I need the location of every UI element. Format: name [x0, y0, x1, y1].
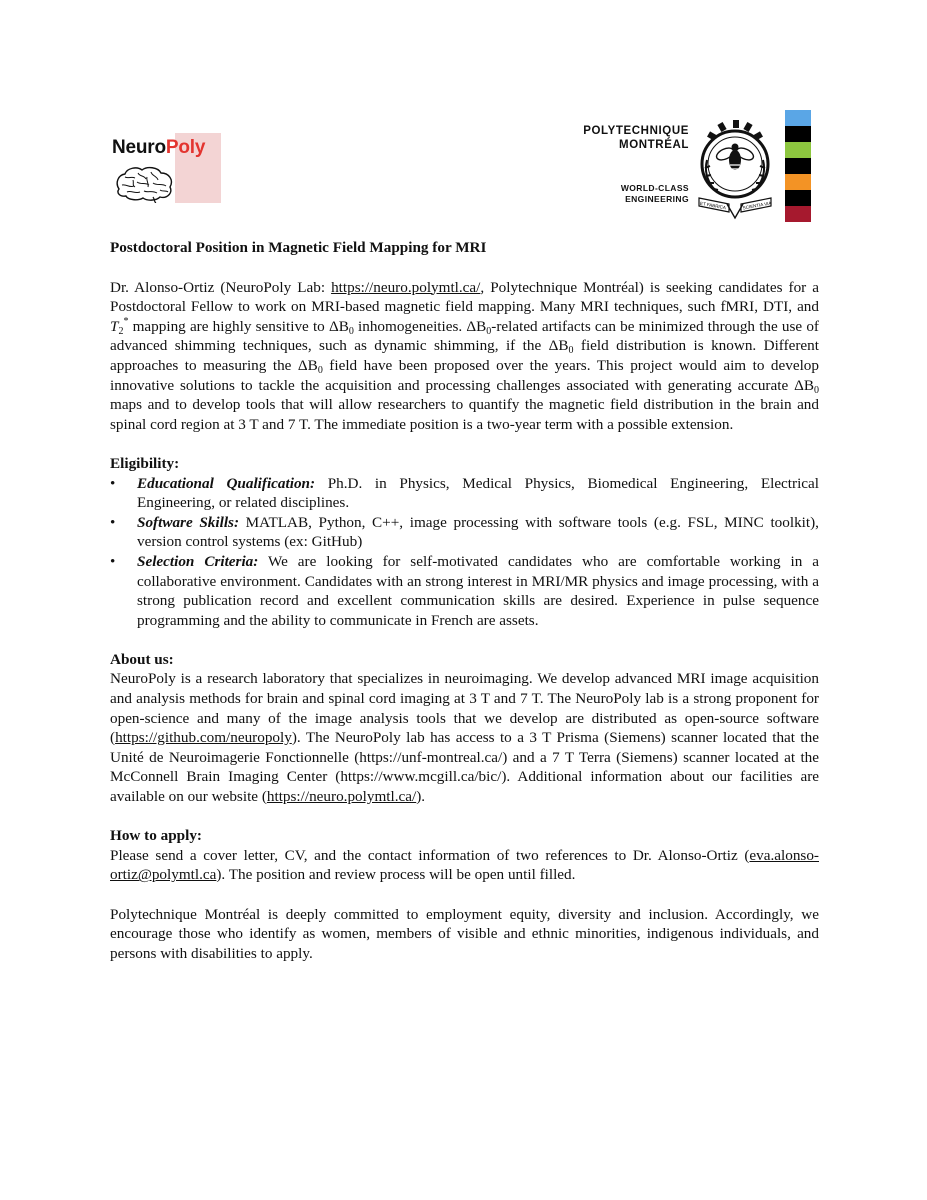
color-bar-segment: [785, 110, 811, 126]
intro-text-2: , Polytechnique Montréal) is seeking candidates for a Postdoctoral Fellow to work on MRI-based magnetic field mapping. Many MRI techniques, such fMRI, DTI, and: [110, 278, 820, 316]
t2-superscript: *: [123, 315, 129, 327]
list-item: [110, 552, 819, 630]
criterion-label: Educational Qualification:: [137, 474, 316, 492]
brain-icon: [113, 165, 175, 203]
seal-motto-left: ET FABRICA: [699, 200, 727, 211]
github-link[interactable]: https://github.com/neuropoly: [115, 729, 292, 747]
equity-paragraph: Polytechnique Montréal is deeply committed to employment equity, diversity and inclusion. Accordingly, we encourage those who identify as women, members of visible and ethnic minorities, indigenous individuals, and persons with disabilities to apply.: [110, 905, 819, 962]
neuropoly-wordmark: [112, 137, 205, 159]
polytechnique-tagline-line2: ENGINEERING: [625, 194, 689, 204]
criterion-label: Selection Criteria:: [137, 552, 259, 570]
b0-subscript: 0: [348, 325, 354, 337]
polytechnique-name-line2: MONTRÉAL: [619, 139, 689, 151]
t2-symbol: T: [110, 317, 119, 335]
polytechnique-logo: [575, 110, 815, 222]
intro-text-4: inhomogeneities. ΔB: [353, 317, 487, 335]
polytechnique-tagline-line1: WORLD-CLASS: [620, 183, 689, 193]
about-paragraph: [110, 669, 819, 806]
list-item: [110, 474, 819, 513]
neuropoly-wordmark-poly: Poly: [165, 137, 206, 158]
list-item: [110, 513, 819, 552]
b0-subscript: 0: [317, 364, 323, 376]
b0-subscript: 0: [568, 345, 574, 357]
intro-paragraph: [110, 278, 819, 435]
eligibility-heading: Eligibility:: [110, 454, 180, 472]
intro-text-8: maps and to develop tools that will allow researchers to quantify the magnetic field distribution in the brain and spinal cord region at 3 T and 7 T. The immediate position is a two-year term with a possible extension.: [110, 396, 819, 433]
color-bar-segment: [785, 174, 811, 190]
polytechnique-name: [583, 124, 689, 152]
email-link[interactable]: eva.alonso-ortiz@polymtl.ca: [110, 846, 819, 884]
polytechnique-tagline: [621, 183, 689, 205]
color-bar-segment: [785, 158, 811, 174]
bee-seal-icon: [693, 120, 777, 220]
intro-text-5: -related artifacts can be minimized through the use of advanced shimming techniques, such as dynamic shimming, if the ΔB: [110, 317, 819, 355]
apply-paragraph: [110, 846, 819, 885]
apply-heading: How to apply:: [110, 827, 202, 845]
about-text-2: ). The NeuroPoly lab has access to a 3 T Prisma (Siemens) scanner located that the Unité de Neuroimagerie Fonctionnelle (https://unf-montreal.ca/) and a 7 T Terra (Siemens) scanner located at the McConnell Brain Imaging Center (https://www.mcgill.ca/bic/). Additional information about our facilities are available on our website (: [110, 729, 819, 806]
b0-subscript: 0: [814, 384, 819, 396]
apply-text-1: Please send a cover letter, CV, and the contact information of two references to Dr. Alonso-Ortiz (: [110, 846, 750, 864]
eligibility-list: [110, 474, 819, 631]
seal-motto-right: SCIENTIA VIA: [742, 200, 772, 211]
intro-text-1: Dr. Alonso-Ortiz (NeuroPoly Lab:: [110, 278, 332, 296]
about-text-3: ).: [416, 788, 426, 806]
about-heading: About us:: [110, 650, 174, 668]
polytechnique-color-bars: [785, 110, 811, 222]
page-title: Postdoctoral Position in Magnetic Field Mapping for MRI: [110, 239, 487, 256]
neuropoly-logo: [110, 130, 225, 205]
color-bar-segment: [785, 190, 811, 206]
website-link[interactable]: https://neuro.polymtl.ca/: [266, 788, 417, 806]
t2-subscript: 2: [118, 325, 124, 337]
criterion-text: We are looking for self-motivated candidates who are comfortable working in a collaborative environment. Candidates with an strong interest in MRI/MR physics and image processing, with a strong publication record and excellent communication skills are desired. Experience in pulse sequence programming and the ability to communicate in French are assets.: [137, 552, 820, 629]
about-text-1: NeuroPoly is a research laboratory that specializes in neuroimaging. We develop advanced MRI image acquisition and analysis methods for brain and spinal cord imaging at 3 T and 7 T. The NeuroPoly lab is a strong proponent for open-science and many of the image analysis tools that we develop are distributed as open-source software (: [110, 670, 819, 747]
b0-subscript: 0: [486, 325, 492, 337]
neuropoly-link[interactable]: https://neuro.polymtl.ca/: [331, 278, 481, 296]
intro-text-3: mapping are highly sensitive to ΔB: [128, 317, 349, 335]
criterion-text: MATLAB, Python, C++, image processing with software tools (e.g. FSL, MINC toolkit), version control systems (ex: GitHub): [137, 513, 819, 551]
criterion-label: Software Skills:: [137, 513, 240, 531]
neuropoly-wordmark-neuro: Neuro: [112, 137, 166, 158]
color-bar-segment: [785, 142, 811, 158]
polytechnique-name-line1: POLYTECHNIQUE: [583, 125, 689, 137]
document-body: [110, 238, 819, 963]
criterion-text: Ph.D. in Physics, Medical Physics, Biomedical Engineering, Electrical Engineering, or related disciplines.: [137, 474, 819, 512]
intro-text-7: field have been proposed over the years. This project would aim to develop innovative solutions to tackle the acquisition and processing challenges associated with generating accurate ΔB: [110, 356, 819, 394]
apply-text-2: ). The position and review process will be open until filled.: [216, 866, 576, 884]
color-bar-segment: [785, 206, 811, 222]
color-bar-segment: [785, 126, 811, 142]
intro-text-6: field distribution is known. Different approaches to measuring the ΔB: [110, 337, 819, 374]
